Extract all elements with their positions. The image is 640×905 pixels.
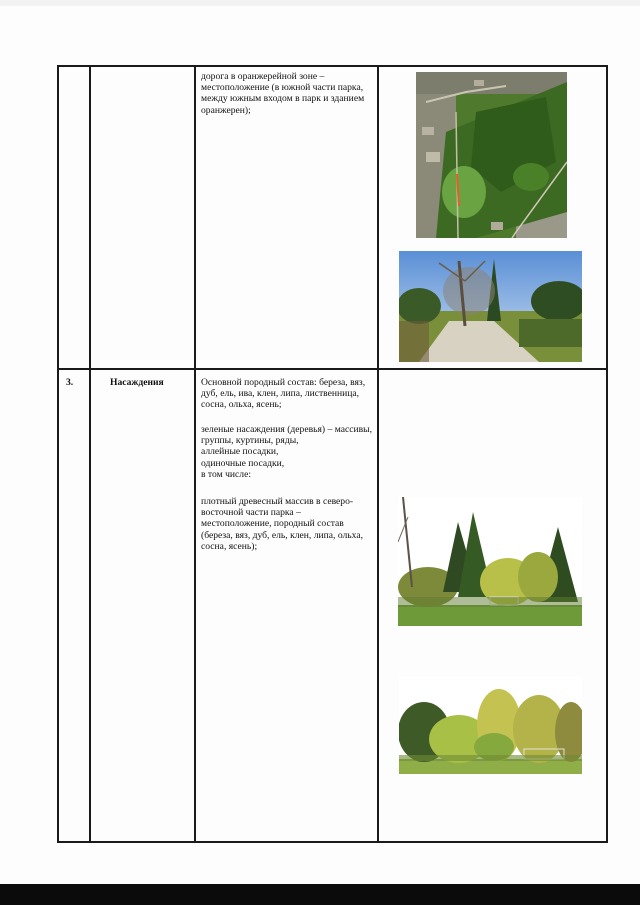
column-separator-1 xyxy=(89,65,91,842)
table-border-left xyxy=(57,65,59,842)
column-separator-2 xyxy=(194,65,196,842)
row-separator xyxy=(57,368,608,370)
scan-bottom-bar xyxy=(0,884,640,905)
green-plantings-line-3: одиночные посадки, xyxy=(201,457,285,469)
forest-photo-2 xyxy=(399,677,582,774)
row-number: 3. xyxy=(66,377,74,388)
green-plantings-line-1: зеленые насаждения (деревья) – массивы, группы, куртины, ряды, xyxy=(201,424,372,447)
road-photo xyxy=(399,251,582,362)
column-separator-3 xyxy=(377,65,379,842)
table-border-bottom xyxy=(57,841,608,843)
composition-text: Основной породный состав: береза, вяз, дуб, ель, ива, клен, липа, лиственница, сосна, ольха, ясень; xyxy=(201,377,366,411)
green-plantings-line-4: в том числе: xyxy=(201,468,252,480)
row-title: Насаждения xyxy=(110,377,164,388)
table-border-top xyxy=(57,65,608,67)
green-plantings-line-2: аллейные посадки, xyxy=(201,446,279,458)
forest-photo-1 xyxy=(398,497,582,626)
massif-text: плотный древесный массив в северо-восточной части парка – местоположение, породный состав (береза, вяз, дуб, ель, клен, липа, ольха, сосна, ясень); xyxy=(201,496,363,552)
green-plantings-text xyxy=(201,424,373,480)
table-border-right xyxy=(606,65,608,842)
aerial-map-photo xyxy=(416,72,567,238)
road-description: дорога в оранжерейной зоне – местоположение (в южной части парка, между южным входом в парк и зданием оранжерен); xyxy=(201,71,365,116)
